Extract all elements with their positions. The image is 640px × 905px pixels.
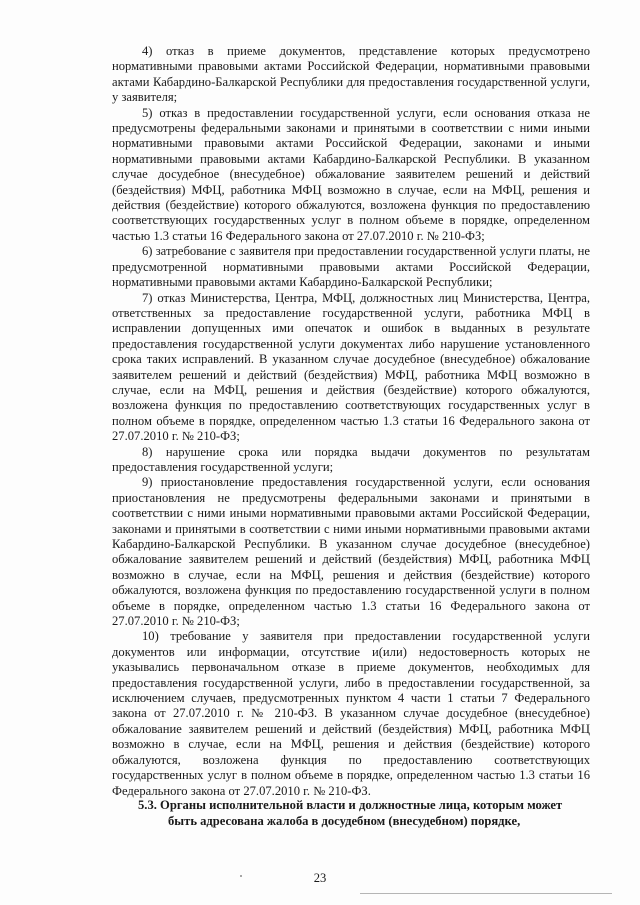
list-item-9: 9) приостановление предоставления государственной услуги, если основания приостановления не предусмотрены федеральными законами и принятыми в соответствии с ними иными нормативными правовыми актами Российской Федерации, законами и принятыми в соответствии с ними иными нормативными правовыми актами Кабардино-Балкарской Республики. В указанном случае досудебное (внесудебное) обжалование заявителем решений и действий (бездействия) МФЦ, работника МФЦ возможно в случае, если на МФЦ, решения и действия (бездействие) которого обжалуются, возложена функция по предоставлению государственной услуги в полном объеме в порядке, определенном частью 1.3 статьи 16 Федерального закона от 27.07.2010 г. № 210-ФЗ; bbox=[112, 475, 590, 629]
section-heading-line-2: быть адресована жалоба в досудебном (внесудебном) порядке, bbox=[168, 814, 521, 828]
section-heading-line-1: 5.3. Органы исполнительной власти и должностные лица, которым может bbox=[138, 798, 563, 812]
list-item-8: 8) нарушение срока или порядка выдачи документов по результатам предоставления государственной услуги; bbox=[112, 444, 590, 474]
document-body bbox=[112, 44, 590, 799]
list-item-4: 4) отказ в приеме документов, представление которых предусмотрено нормативными правовыми актами Российской Федерации, нормативными правовыми актами Кабардино-Балкарской Республики для предоставления государственной услуги, у заявителя; bbox=[112, 44, 590, 105]
page-number: 23 bbox=[313, 871, 327, 885]
section-heading bbox=[138, 797, 590, 829]
list-item-6: 6) затребование с заявителя при предоставлении государственной услуги платы, не предусмотренной нормативными правовыми актами Российской Федерации, нормативными правовыми актами Кабардино-Балкарской Республики; bbox=[112, 244, 590, 290]
list-item-5: 5) отказ в предоставлении государственной услуги, если основания отказа не предусмотрены федеральными законами и принятыми в соответствии с ними иными нормативными правовыми актами Российской Федерации, законами и иными нормативными правовыми актами Кабардино-Балкарской Республики. В указанном случае досудебное (внесудебное) обжалование заявителем решений и действий (бездействия) МФЦ, работника МФЦ возможно в случае, если на МФЦ, решения и действия (бездействие) которого обжалуются, возложена функция по предоставлению соответствующих государственных услуг в полном объеме в порядке, определенном частью 1.3 статьи 16 Федерального закона от 27.07.2010 г. № 210-ФЗ; bbox=[112, 105, 590, 243]
list-item-10: 10) требование у заявителя при предоставлении государственной услуги документов или информации, отсутствие и(или) недостоверность которых не указывались первоначальном отказе в приеме документов, необходимых для предоставления государственной услуги, либо в предоставлении государственной, за исключением случаев, предусмотренных пунктом 4 части 1 статьи 7 Федерального закона от 27.07.2010 г. № 210-ФЗ. В указанном случае досудебное (внесудебное) обжалование заявителем решений и действий (бездействия) МФЦ, работника МФЦ возможно в случае, если на МФЦ, решения и действия (бездействие) которого обжалуются, возложена функция по предоставлению соответствующих государственных услуг в полном объеме в порядке, определенном частью 1.3 статьи 16 Федерального закона от 27.07.2010 г. № 210-ФЗ. bbox=[112, 629, 590, 798]
footer-rule bbox=[360, 893, 612, 894]
list-item-7: 7) отказ Министерства, Центра, МФЦ, должностных лиц Министерства, Центра, ответственных за предоставление государственной услуги, работника МФЦ в исправлении допущенных ими опечаток и ошибок в выданных в результате предоставления государственной услуги документах либо нарушение установленного срока таких исправлений. В указанном случае досудебное (внесудебное) обжалование заявителем решений и действий (бездействия) МФЦ, работника МФЦ возможно в случае, если на МФЦ, решения и действия (бездействие) которого обжалуются, возложена функция по предоставлению соответствующих государственных услуг в полном объеме в порядке, определенном частью 1.3 статьи 16 Федерального закона от 27.07.2010 г. № 210-ФЗ; bbox=[112, 290, 590, 444]
